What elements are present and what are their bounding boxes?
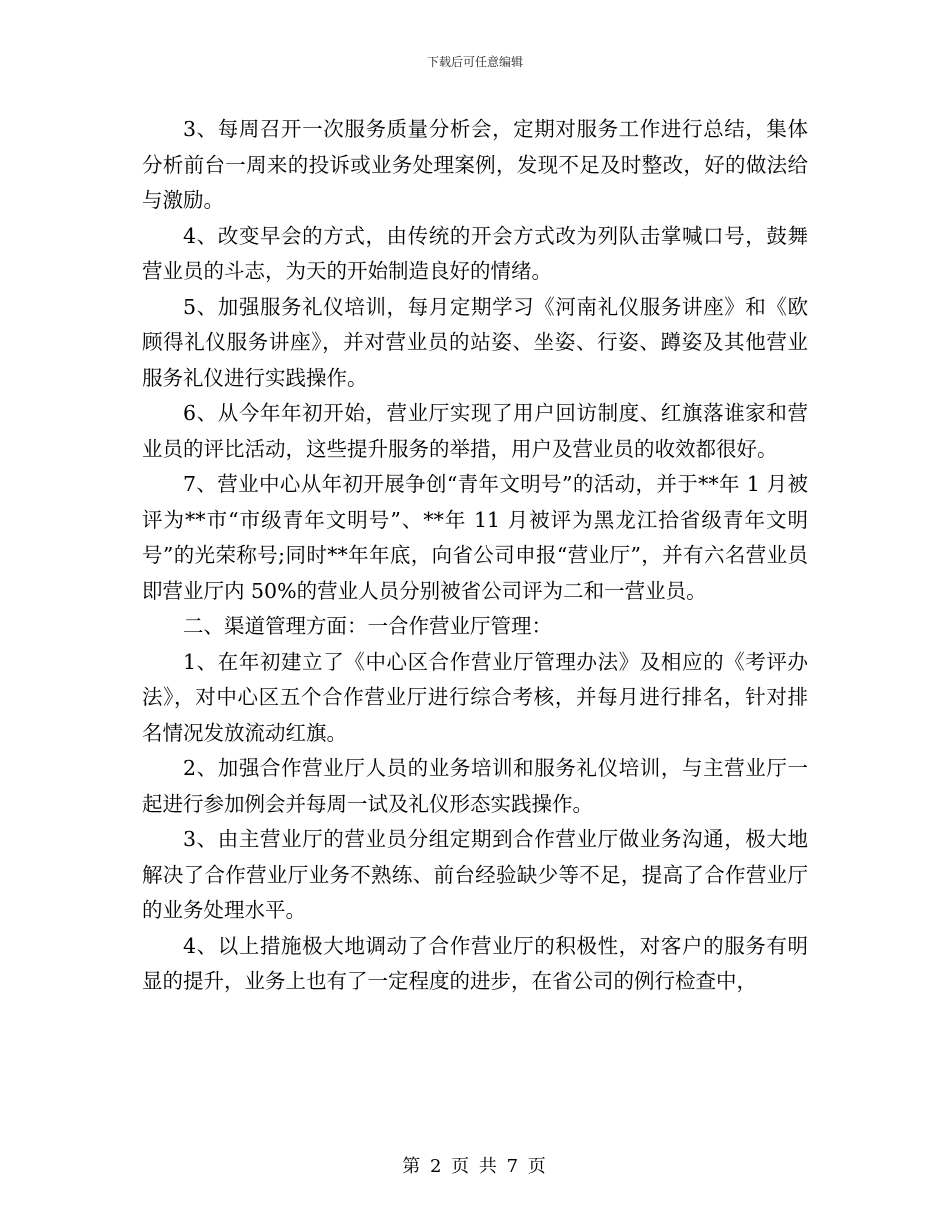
paragraph: 4、改变早会的方式，由传统的开会方式改为列队击掌喊口号，鼓舞营业员的斗志，为天的开始制造良好的情绪。 bbox=[142, 223, 808, 283]
paragraph: 3、由主营业厅的营业员分组定期到合作营业厅做业务沟通，极大地解决了合作营业厅业务不熟练、前台经验缺少等不足，提高了合作营业厅的业务处理水平。 bbox=[142, 827, 808, 922]
paragraph: 3、每周召开一次服务质量分析会，定期对服务工作进行总结，集体分析前台一周来的投诉或业务处理案例，发现不足及时整改，好的做法给与激励。 bbox=[142, 117, 808, 212]
paragraph: 2、加强合作营业厅人员的业务培训和服务礼仪培训，与主营业厅一起进行参加例会并每周一试及礼仪形态实践操作。 bbox=[142, 756, 808, 816]
page-number: 第 2 页 共 7 页 bbox=[402, 1156, 548, 1177]
paragraph: 4、以上措施极大地调动了合作营业厅的积极性，对客户的服务有明显的提升，业务上也有了一定程度的进步，在省公司的例行检查中， bbox=[142, 933, 808, 993]
paragraph: 5、加强服务礼仪培训，每月定期学习《河南礼仪服务讲座》和《欧顾得礼仪服务讲座》，并对营业员的站姿、坐姿、行姿、蹲姿及其他营业服务礼仪进行实践操作。 bbox=[142, 294, 808, 390]
paragraph: 1、在年初建立了《中心区合作营业厅管理办法》及相应的《考评办法》，对中心区五个合作营业厅进行综合考核，并每月进行排名，针对排名情况发放流动红旗。 bbox=[142, 649, 808, 745]
paragraph: 7、营业中心从年初开展争创“青年文明号”的活动，并于**年 1 月被评为**市“市级青年文明号”、**年 11 月被评为黑龙江拾省级青年文明号”的光荣称号;同时**年年底，向省公司申报“营业厅”，并有六名营业员即营业厅内 50%的营业人员分别被省公司评为二和一营业员。 bbox=[142, 472, 808, 603]
section-heading: 二、渠道管理方面：一合作营业厅管理： bbox=[183, 614, 552, 638]
document-body bbox=[142, 112, 808, 1000]
paragraph: 6、从今年年初开始，营业厅实现了用户回访制度、红旗落谁家和营业员的评比活动，这些提升服务的举措，用户及营业员的收效都很好。 bbox=[142, 401, 808, 461]
page-header: 下载后可任意编辑 bbox=[426, 55, 523, 69]
